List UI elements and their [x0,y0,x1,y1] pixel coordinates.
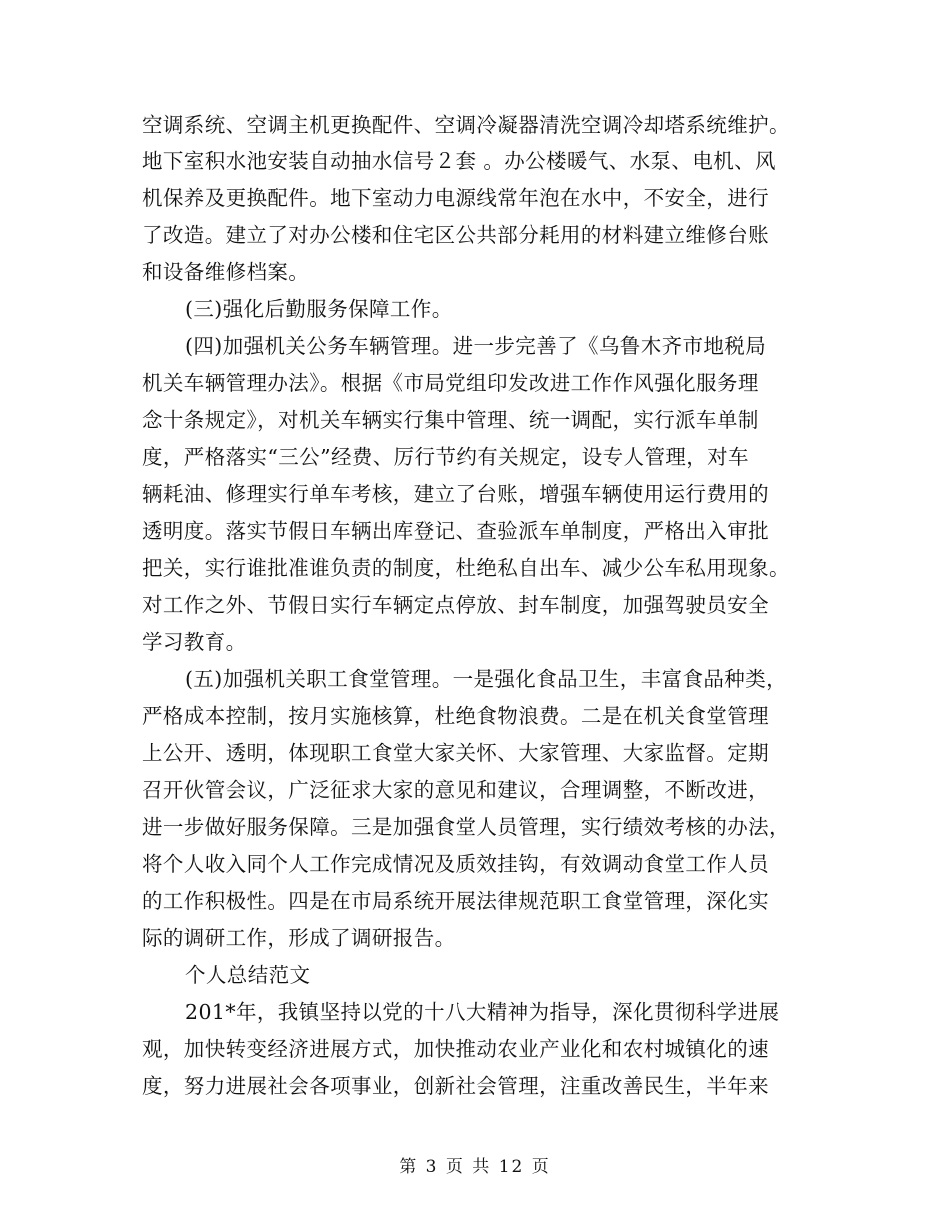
text-line: 的工作积极性。四是在市局系统开展法律规范职工食堂管理，深化实 [142,889,769,913]
text-line: 召开伙管会议，广泛征求大家的意见和建议，合理调整，不断改进， [142,778,769,802]
text-line: 将个人收入同个人工作完成情况及质效挂钩，有效调动食堂工作人员 [142,852,769,876]
text-line: 把关，实行谁批准谁负责的制度，杜绝私自出车、减少公车私用现象。 [142,556,790,580]
paragraph-first-line: (四)加强机关公务车辆管理。进一步完善了《乌鲁木齐市地税局 [185,334,767,358]
text-line: 学习教育。 [142,630,247,654]
text-line: 地下室积水池安装自动抽水信号２套 。办公楼暖气、水泵、电机、风 [142,149,776,173]
text-line: 进一步做好服务保障。三是加强食堂人员管理，实行绩效考核的办法， [142,815,790,839]
text-line: 上公开、透明，体现职工食堂大家关怀、大家管理、大家监督。定期 [142,741,769,765]
section-heading: (三)强化后勤服务保障工作。 [185,297,453,321]
text-line: 严格成本控制，按月实施核算，杜绝食物浪费。二是在机关食堂管理 [142,704,769,728]
text-line: 际的调研工作，形成了调研报告。 [142,926,456,950]
text-line: 了改造。建立了对办公楼和住宅区公共部分耗用的材料建立维修台账 [142,223,769,247]
text-line: 机关车辆管理办法》。根据《市局党组印发改进工作作风强化服务理 [142,371,759,395]
text-line: 机保养及更换配件。地下室动力电源线常年泡在水中，不安全，进行 [142,186,769,210]
text-line: 和设备维修档案。 [142,260,310,284]
section-title: 个人总结范文 [185,963,311,987]
paragraph-first-line: (五)加强机关职工食堂管理。一是强化食品卫生，丰富食品种类， [185,667,787,691]
page-number-footer: 第 3 页 共 12 页 [399,1157,551,1177]
text-line: 空调系统、空调主机更换配件、空调冷凝器清洗空调冷却塔系统维护。 [142,113,790,137]
text-line: 度，严格落实“三公”经费、厉行节约有关规定，设专人管理，对车 [142,445,749,469]
paragraph-first-line: 201*年，我镇坚持以党的十八大精神为指导，深化贯彻科学进展 [185,1000,780,1024]
text-line: 念十条规定》，对机关车辆实行集中管理、统一调配，实行派车单制 [142,408,759,432]
text-line: 度，努力进展社会各项事业，创新社会管理，注重改善民生，半年来 [142,1074,769,1098]
text-line: 辆耗油、修理实行单车考核，建立了台账，增强车辆使用运行费用的 [142,482,769,506]
text-line: 观，加快转变经济进展方式，加快推动农业产业化和农村城镇化的速 [142,1037,769,1061]
text-line: 对工作之外、节假日实行车辆定点停放、封车制度，加强驾驶员安全 [142,593,769,617]
text-line: 透明度。落实节假日车辆出库登记、查验派车单制度，严格出入审批 [142,519,769,543]
